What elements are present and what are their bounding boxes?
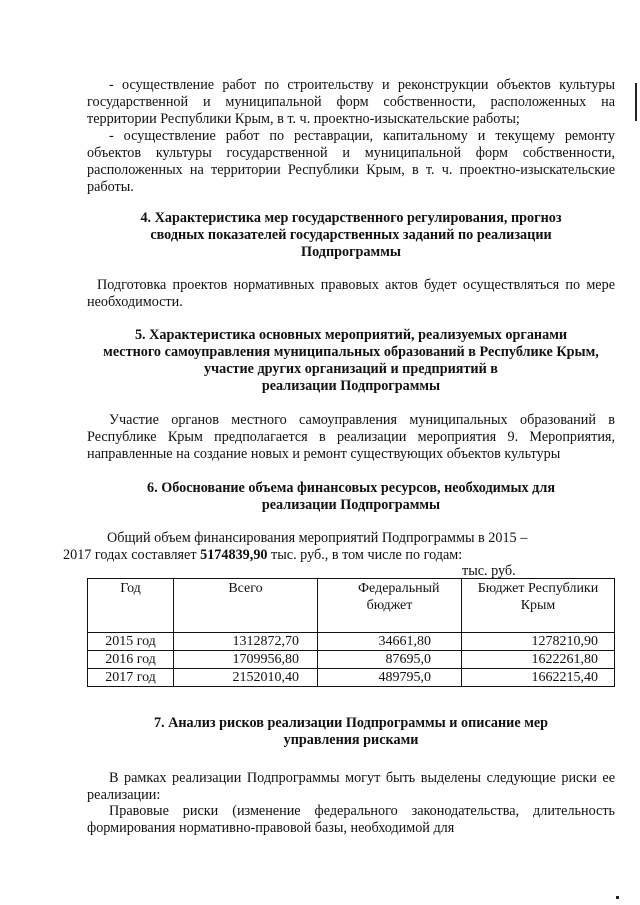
table-row [88, 633, 615, 651]
section-7-heading: 7. Анализ рисков реализации Подпрограммы и описание мер управления рисками [153, 715, 549, 748]
cell-year: 2015 год [88, 633, 174, 651]
intro-item-construction: - осуществление работ по строительству и реконструкции объектов культуры государственной и муниципальной форм собственности, расположенных на территории Республики Крым, в т. ч. проектно-изыскательские работы; [87, 77, 615, 127]
cell-total: 2152010,40 [174, 669, 318, 687]
section-7-text-2: Правовые риски (изменение федерального законодательства, длительность формирования нормативно-правовой базы, необходимой для [87, 803, 615, 836]
section-4-heading: 4. Характеристика мер государственного регулирования, прогноз сводных показателей государственных заданий по реализации Подпрограммы [140, 210, 562, 260]
financing-table [87, 578, 615, 687]
cell-total: 1709956,80 [174, 651, 318, 669]
unit-label: тыс. руб. [462, 563, 516, 579]
section-7-text-1: В рамках реализации Подпрограммы могут быть выделены следующие риски ее реализации: [87, 770, 615, 803]
section-5-text: Участие органов местного самоуправления муниципальных образований в Республике Крым предполагается в реализации мероприятия 9. Мероприятия, направленные на создание новых и ремонт существующих объектов культуры [87, 412, 615, 462]
table-row [88, 669, 615, 687]
table-row [88, 651, 615, 669]
scan-speck [616, 896, 619, 899]
cell-federal: 489795,0 [318, 669, 462, 687]
scan-edge-mark [635, 83, 637, 121]
intro-item-restoration: - осуществление работ по реставрации, капитальному и текущему ремонту объектов культуры государственной и муниципальной форм собственности, расположенных на территории Республики Крым, в т. ч. проектно-изыскательские работы. [87, 128, 615, 195]
header-federal: Федеральный бюджет [318, 579, 462, 633]
header-regional: Бюджет Республики Крым [462, 579, 615, 633]
cell-federal: 87695,0 [318, 651, 462, 669]
cell-regional: 1622261,80 [462, 651, 615, 669]
cell-total: 1312872,70 [174, 633, 318, 651]
table-header-row [88, 579, 615, 633]
total-amount: 5174839,90 [200, 547, 268, 563]
cell-year: 2017 год [88, 669, 174, 687]
section-6-text-line1: Общий объем финансирования мероприятий Подпрограммы в 2015 – [107, 530, 528, 546]
cell-regional: 1662215,40 [462, 669, 615, 687]
cell-regional: 1278210,90 [462, 633, 615, 651]
section-5-heading: 5. Характеристика основных мероприятий, реализуемых органами местного самоуправления муниципальных образований в Республике Крым, участие других организаций и предприятий в реализации Подпрограммы [103, 327, 599, 394]
section-6-heading: 6. Обоснование объема финансовых ресурсов, необходимых для реализации Подпрограммы [147, 480, 555, 513]
header-year: Год [88, 579, 174, 633]
section-4-text: Подготовка проектов нормативных правовых актов будет осуществляться по мере необходимости. [87, 277, 615, 310]
cell-year: 2016 год [88, 651, 174, 669]
header-total: Всего [174, 579, 318, 633]
cell-federal: 34661,80 [318, 633, 462, 651]
section-6-text-line2: 2017 годах составляет 5174839,90 тыс. руб., в том числе по годам: [63, 547, 463, 563]
